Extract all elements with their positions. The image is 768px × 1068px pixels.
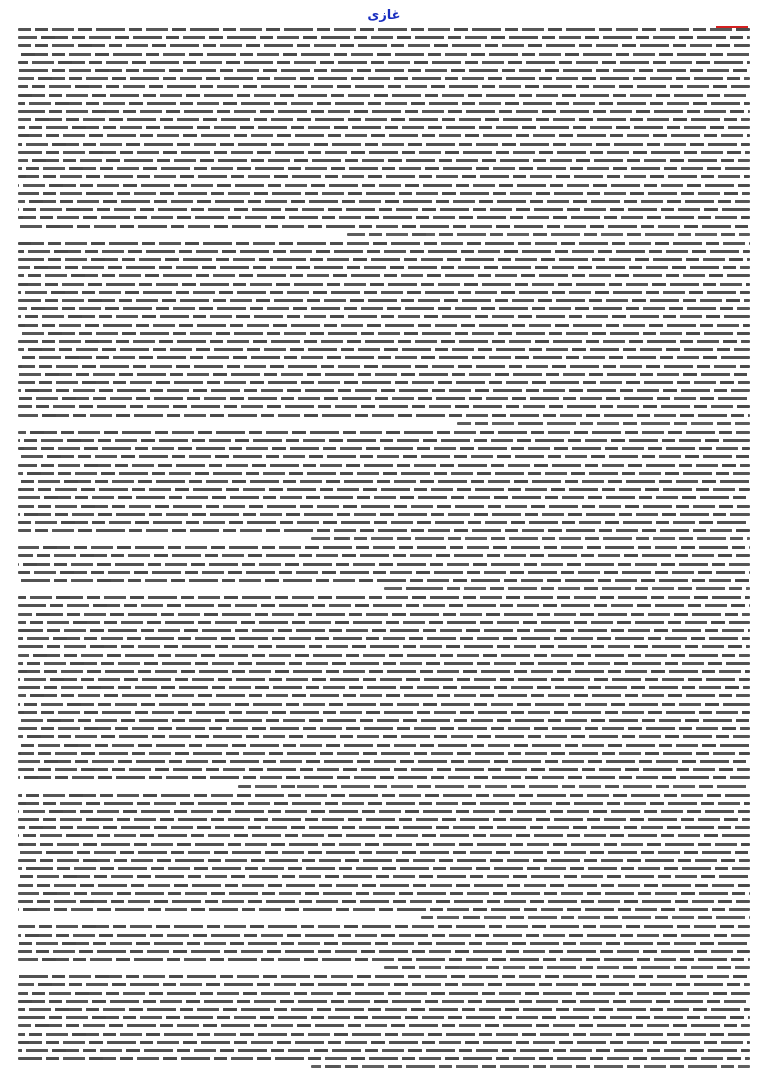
- text-line: [18, 662, 750, 665]
- text-line: [18, 208, 750, 211]
- text-line: [18, 77, 750, 80]
- paragraph: [18, 242, 750, 425]
- text-line: [18, 727, 750, 730]
- text-line: [18, 36, 750, 39]
- text-line: [18, 604, 750, 607]
- text-line: [18, 348, 750, 351]
- text-line: [18, 867, 750, 870]
- text-line: [18, 768, 750, 771]
- text-line: [421, 916, 750, 919]
- text-line: [18, 381, 750, 384]
- text-line: [18, 167, 750, 170]
- text-line: [18, 859, 750, 862]
- text-line: [18, 28, 750, 31]
- text-line: [18, 324, 750, 327]
- text-line: [18, 613, 750, 616]
- text-line: [347, 233, 750, 236]
- text-line: [384, 966, 750, 969]
- text-line: [18, 744, 750, 747]
- text-line: [18, 1000, 750, 1003]
- text-line: [18, 711, 750, 714]
- text-line: [18, 637, 750, 640]
- text-line: [18, 851, 750, 854]
- text-line: [18, 958, 750, 961]
- paragraph: [18, 546, 750, 590]
- text-line: [18, 1024, 750, 1027]
- text-line: [18, 200, 750, 203]
- text-line: [18, 794, 750, 797]
- text-line: [18, 1041, 750, 1044]
- text-line: [18, 299, 750, 302]
- text-line: [311, 537, 750, 540]
- text-line: [18, 143, 750, 146]
- text-line: [238, 785, 750, 788]
- text-line: [18, 439, 750, 442]
- text-line: [18, 389, 750, 392]
- text-line: [384, 587, 750, 590]
- text-line: [18, 596, 750, 599]
- text-line: [18, 431, 750, 434]
- text-line: [18, 810, 750, 813]
- text-line: [18, 126, 750, 129]
- text-line: [18, 69, 750, 72]
- text-line: [18, 315, 750, 318]
- text-line: [18, 629, 750, 632]
- text-line: [18, 875, 750, 878]
- text-line: [18, 703, 750, 706]
- text-line: [18, 94, 750, 97]
- text-line: [18, 735, 750, 738]
- text-line: [457, 422, 750, 425]
- text-line: [18, 455, 750, 458]
- text-line: [18, 802, 750, 805]
- text-line: [18, 151, 750, 154]
- text-line: [18, 118, 750, 121]
- text-line: [18, 447, 750, 450]
- text-line: [18, 670, 750, 673]
- text-line: [18, 505, 750, 508]
- text-line: [18, 942, 750, 945]
- text-line: [18, 521, 750, 524]
- text-line: [18, 975, 750, 978]
- text-line: [18, 776, 750, 779]
- text-line: [18, 44, 750, 47]
- text-line: [18, 266, 750, 269]
- text-line: [18, 291, 750, 294]
- text-line: [18, 53, 750, 56]
- text-line: [18, 760, 750, 763]
- text-line: [18, 694, 750, 697]
- text-line: [18, 283, 750, 286]
- text-line: [18, 405, 750, 408]
- text-line: [18, 373, 750, 376]
- text-line: [18, 340, 750, 343]
- text-line: [18, 1057, 750, 1060]
- text-line: [18, 159, 750, 162]
- text-line: [18, 513, 750, 516]
- text-line: [18, 992, 750, 995]
- text-line: [18, 397, 750, 400]
- text-line: [18, 529, 750, 532]
- text-line: [18, 488, 750, 491]
- text-line: [18, 110, 750, 113]
- text-line: [18, 274, 750, 277]
- text-line: [18, 134, 750, 137]
- text-line: [18, 464, 750, 467]
- text-line: [18, 258, 750, 261]
- text-line: [18, 225, 750, 228]
- text-line: [18, 1008, 750, 1011]
- red-marker: [716, 16, 748, 28]
- paragraph: [18, 596, 750, 787]
- text-line: [18, 184, 750, 187]
- text-line: [18, 579, 750, 582]
- article-body: [18, 28, 750, 1018]
- text-line: [18, 480, 750, 483]
- text-line: [18, 332, 750, 335]
- paragraph: [18, 431, 750, 540]
- text-line: [18, 85, 750, 88]
- text-line: [18, 307, 750, 310]
- text-line: [18, 1049, 750, 1052]
- text-line: [18, 834, 750, 837]
- text-line: [18, 102, 750, 105]
- paragraph: [18, 794, 750, 920]
- text-line: [18, 843, 750, 846]
- text-line: [18, 950, 750, 953]
- text-line: [18, 61, 750, 64]
- text-line: [18, 925, 750, 928]
- text-line: [18, 563, 750, 566]
- text-line: [18, 678, 750, 681]
- text-line: [18, 192, 750, 195]
- text-line: [18, 242, 750, 245]
- text-line: [18, 752, 750, 755]
- text-line: [18, 621, 750, 624]
- text-line: [18, 496, 750, 499]
- text-line: [18, 826, 750, 829]
- text-line: [18, 900, 750, 903]
- paragraph: [18, 925, 750, 969]
- text-line: [18, 1033, 750, 1036]
- text-line: [18, 908, 750, 911]
- page-title: غازی: [367, 8, 401, 23]
- paragraph: [18, 975, 750, 1068]
- text-line: [18, 934, 750, 937]
- text-line: [18, 571, 750, 574]
- text-line: [18, 1016, 750, 1019]
- text-line: [18, 546, 750, 549]
- text-line: [18, 554, 750, 557]
- text-line: [18, 472, 750, 475]
- text-line: [18, 719, 750, 722]
- text-line: [18, 983, 750, 986]
- text-line: [18, 818, 750, 821]
- text-line: [18, 892, 750, 895]
- paragraph: [18, 28, 750, 236]
- text-line: [18, 884, 750, 887]
- text-line: [18, 654, 750, 657]
- text-line: [18, 175, 750, 178]
- text-line: [18, 365, 750, 368]
- text-line: [18, 356, 750, 359]
- text-line: [18, 250, 750, 253]
- text-line: [18, 645, 750, 648]
- text-line: [18, 414, 750, 417]
- text-line: [18, 216, 750, 219]
- text-line: [18, 686, 750, 689]
